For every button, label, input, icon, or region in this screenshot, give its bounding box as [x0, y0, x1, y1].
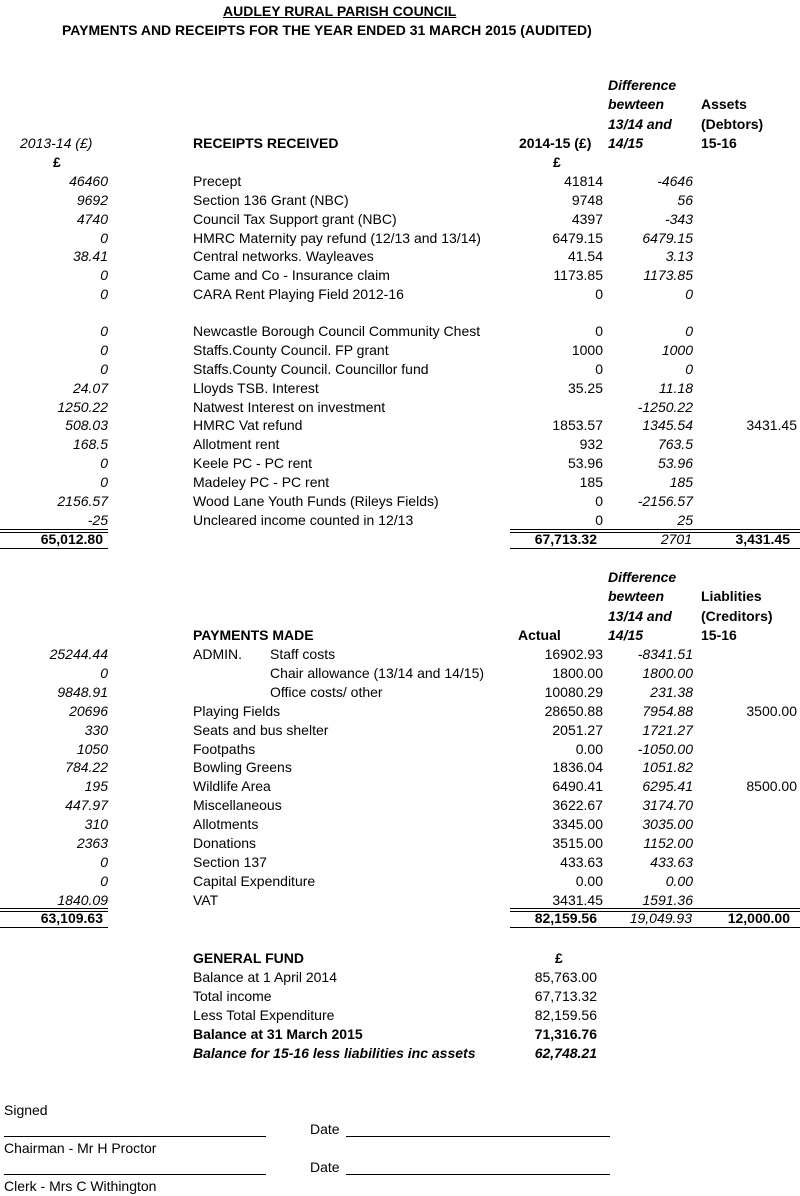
receipt-prev-value: 0: [100, 474, 108, 490]
receipts-total-bottom-rule-right: [510, 548, 800, 549]
receipt-diff-value: 185: [669, 474, 693, 490]
general-fund-value: 85,763.00: [534, 969, 597, 985]
date-line-1: [346, 1136, 610, 1137]
receipt-prev-value: 0: [100, 323, 108, 339]
receipt-label: Natwest Interest on investment: [193, 399, 386, 415]
receipts-assets-line: (Debtors): [701, 116, 764, 132]
receipts-total-bottom-rule-left: [0, 548, 108, 549]
receipts-diff-line: 14/15: [608, 135, 644, 151]
receipt-curr-value: 185: [579, 474, 603, 490]
receipt-label: Staffs.County Council. FP grant: [193, 342, 389, 358]
receipt-diff-value: 3.13: [665, 248, 693, 264]
receipt-label: Uncleared income counted in 12/13: [193, 512, 414, 528]
clerk-signature-line: [4, 1174, 266, 1175]
receipt-curr-value: 0: [595, 286, 603, 302]
payments-diff-line: 14/15: [608, 627, 644, 643]
receipts-total-assets: 3,431.45: [735, 531, 790, 547]
payment-diff-value: 1051.82: [642, 759, 693, 776]
receipt-prev-value: 38.41: [72, 248, 108, 264]
payment-label: Footpaths: [193, 740, 256, 757]
date-line-2: [346, 1174, 610, 1175]
receipt-label: Keele PC - PC rent: [193, 455, 313, 471]
date-label-1: Date: [310, 1121, 340, 1137]
signed-label: Signed: [4, 1102, 48, 1118]
receipt-diff-value: -343: [664, 211, 693, 227]
payment-sublabel: Staff costs: [270, 646, 336, 662]
payment-prev-value: 25244.44: [49, 646, 108, 662]
receipt-curr-value: 932: [579, 436, 603, 452]
receipt-curr-value: 41.54: [567, 248, 603, 264]
payment-prev-value: 0: [100, 872, 108, 889]
payment-actual-value: 0.00: [575, 872, 603, 889]
receipt-label: HMRC Vat refund: [193, 417, 303, 433]
receipt-prev-value: 4740: [76, 211, 108, 227]
receipt-prev-value: 2156.57: [57, 493, 108, 509]
receipt-label: Staffs.County Council. Councillor fund: [193, 361, 429, 377]
receipt-diff-value: 1345.54: [642, 417, 693, 433]
receipt-assets-value: 3431.45: [746, 417, 797, 433]
receipt-label: CARA Rent Playing Field 2012-16: [193, 286, 404, 302]
payment-sublabel: Chair allowance (13/14 and 14/15): [270, 664, 485, 681]
curr-unit: £: [553, 154, 561, 170]
payment-label: Section 137: [193, 853, 267, 870]
payment-label: Playing Fields: [193, 702, 281, 719]
payment-actual-value: 433.63: [560, 853, 603, 870]
receipts-assets-line: 15-16: [701, 135, 737, 151]
receipt-label: Allotment rent: [193, 436, 280, 452]
payment-liabilities-value: 3500.00: [746, 702, 797, 719]
receipt-prev-value: 9692: [76, 192, 108, 208]
receipt-label: Lloyds TSB. Interest: [193, 380, 319, 396]
payment-label: Bowling Greens: [193, 759, 292, 776]
general-fund-value: 82,159.56: [534, 1007, 597, 1023]
payment-label: Wildlife Area: [193, 778, 271, 795]
receipt-prev-value: 24.07: [72, 380, 108, 396]
payments-liabilities-line: (Creditors): [701, 608, 773, 624]
payment-actual-value: 1836.04: [552, 759, 603, 776]
payment-diff-value: 231.38: [650, 683, 693, 700]
payment-actual-value: 1800.00: [552, 664, 603, 681]
receipt-label: Newcastle Borough Council Community Chest: [193, 323, 481, 339]
general-fund-label: Total income: [193, 988, 272, 1004]
receipt-curr-value: 0: [595, 323, 603, 339]
receipt-prev-value: 0: [100, 230, 108, 246]
receipt-diff-value: 53.96: [657, 455, 693, 471]
payment-prev-value: 0: [100, 664, 108, 681]
col-header-curr-year: 2014-15 (£): [519, 135, 592, 151]
receipt-label: Central networks. Wayleaves: [193, 248, 374, 264]
receipt-prev-value: 0: [100, 361, 108, 377]
col-header-actual: Actual: [518, 627, 561, 643]
payment-sublabel: Office costs/ other: [270, 683, 383, 700]
receipt-prev-value: 508.03: [65, 417, 108, 433]
receipts-diff-line: 13/14 and: [608, 116, 672, 132]
receipt-label: Section 136 Grant (NBC): [193, 192, 349, 208]
payment-diff-value: -8341.51: [637, 646, 693, 662]
receipt-curr-value: 41814: [564, 173, 603, 189]
receipt-prev-value: 0: [100, 455, 108, 471]
receipt-label: Council Tax Support grant (NBC): [193, 211, 397, 227]
receipt-diff-value: 0: [685, 286, 693, 302]
receipt-curr-value: 9748: [571, 192, 603, 208]
receipts-diff-line: bewteen: [608, 96, 665, 112]
payment-actual-value: 16902.93: [544, 646, 603, 662]
payment-prev-value: 1840.09: [57, 891, 108, 908]
general-fund-value: 71,316.76: [534, 1026, 597, 1042]
receipt-diff-value: -2156.57: [637, 493, 693, 509]
receipt-label: Madeley PC - PC rent: [193, 474, 330, 490]
receipts-total-diff: 2701: [660, 531, 692, 547]
receipt-curr-value: 0: [595, 512, 603, 528]
payment-label: Capital Expenditure: [193, 872, 316, 889]
payment-label: Seats and bus shelter: [193, 721, 329, 738]
payment-prev-value: 9848.91: [57, 683, 108, 700]
receipt-diff-value: 0: [685, 361, 693, 377]
receipt-diff-value: 56: [677, 192, 693, 208]
receipts-total-prev: 65,012.80: [40, 531, 103, 547]
payment-diff-value: -1050.00: [637, 740, 693, 757]
receipt-diff-value: 1173.85: [643, 267, 693, 283]
payment-actual-value: 2051.27: [552, 721, 603, 738]
payment-diff-value: 6295.41: [642, 778, 693, 795]
council-name: AUDLEY RURAL PARISH COUNCIL: [223, 3, 457, 19]
payment-diff-value: 7954.88: [642, 702, 693, 719]
general-fund-heading: GENERAL FUND: [193, 950, 304, 966]
receipts-total-curr: 67,713.32: [534, 531, 597, 547]
receipt-prev-value: 168.5: [72, 436, 108, 452]
receipt-diff-value: 11.18: [659, 380, 693, 396]
chairman-signature-line: [4, 1136, 266, 1137]
receipt-curr-value: 4397: [571, 211, 603, 227]
receipt-curr-value: 0: [595, 493, 603, 509]
document-title: PAYMENTS AND RECEIPTS FOR THE YEAR ENDED 31 MARCH 2015 (AUDITED): [62, 22, 592, 38]
receipt-diff-value: 6479.15: [642, 230, 693, 246]
payment-diff-value: 3035.00: [642, 816, 693, 833]
receipt-diff-value: 1000: [661, 342, 693, 358]
payment-label: Miscellaneous: [193, 797, 282, 814]
payment-diff-value: 1152.00: [643, 835, 693, 851]
payment-actual-value: 6490.41: [552, 778, 603, 795]
general-fund-value: 67,713.32: [534, 988, 597, 1004]
payment-actual-value: 3345.00: [552, 816, 603, 833]
payment-label: Donations: [193, 835, 257, 851]
payment-diff-value: 433.63: [650, 853, 693, 870]
payment-prev-value: 20696: [69, 702, 108, 719]
receipt-label: Precept: [193, 173, 242, 189]
payment-label: Allotments: [193, 816, 259, 833]
prev-unit: £: [53, 154, 61, 170]
general-fund-label: Balance at 1 April 2014: [193, 969, 337, 985]
payment-prev-value: 0: [100, 853, 108, 870]
payment-prev-value: 1050: [76, 740, 108, 757]
date-label-2: Date: [310, 1159, 340, 1175]
payment-diff-value: 0.00: [665, 872, 693, 889]
payment-label: ADMIN.: [193, 646, 242, 662]
payment-actual-value: 3515.00: [552, 835, 603, 851]
receipt-diff-value: 763.5: [657, 436, 693, 452]
clerk-name: Clerk - Mrs C Withington: [4, 1178, 157, 1194]
general-fund-unit: £: [555, 950, 563, 966]
receipt-prev-value: 0: [100, 286, 108, 302]
receipt-diff-value: 0: [685, 323, 693, 339]
payment-actual-value: 28650.88: [544, 702, 603, 719]
payments-total-bottom-rule-left: [0, 927, 108, 928]
receipt-prev-value: 1250.22: [57, 399, 108, 415]
receipt-curr-value: 35.25: [567, 380, 603, 396]
payment-prev-value: 447.97: [65, 797, 108, 814]
chairman-name: Chairman - Mr H Proctor: [4, 1140, 157, 1156]
payment-prev-value: 2363: [76, 835, 108, 851]
payment-diff-value: 3174.70: [642, 797, 693, 814]
receipt-curr-value: 6479.15: [552, 230, 603, 246]
receipt-prev-value: 0: [100, 342, 108, 358]
receipt-curr-value: 1173.85: [553, 267, 603, 283]
payment-prev-value: 310: [84, 816, 108, 833]
payments-heading: PAYMENTS MADE: [193, 627, 314, 643]
payment-actual-value: 3622.67: [552, 797, 603, 814]
payment-label: VAT: [193, 891, 219, 908]
receipt-curr-value: 1000: [571, 342, 603, 358]
payments-diff-line: Difference: [608, 569, 677, 585]
general-fund-label: Balance for 15-16 less liabilities inc assets: [193, 1045, 476, 1061]
receipt-diff-value: -4646: [657, 173, 693, 189]
payment-actual-value: 10080.29: [544, 683, 603, 700]
payments-total-diff: 19,049.93: [629, 910, 692, 926]
receipt-curr-value: 0: [595, 361, 603, 377]
payments-diff-line: 13/14 and: [608, 608, 672, 624]
general-fund-value: 62,748.21: [534, 1045, 597, 1061]
payment-prev-value: 195: [84, 778, 108, 795]
general-fund-label: Balance at 31 March 2015: [193, 1026, 363, 1042]
receipt-label: HMRC Maternity pay refund (12/13 and 13/14): [193, 230, 481, 246]
general-fund-label: Less Total Expenditure: [193, 1007, 335, 1023]
col-header-prev-year: 2013-14 (£): [20, 135, 93, 151]
payment-liabilities-value: 8500.00: [746, 778, 797, 795]
receipt-prev-value: -25: [87, 512, 108, 528]
receipts-diff-line: Difference: [608, 77, 677, 93]
payments-total-bottom-rule-right: [510, 927, 800, 928]
receipt-label: Came and Co - Insurance claim: [193, 267, 390, 283]
receipt-label: Wood Lane Youth Funds (Rileys Fields): [193, 493, 439, 509]
payments-liabilities-line: Liablities: [701, 588, 762, 604]
payment-actual-value: 0.00: [575, 740, 603, 757]
payments-total-liabilities: 12,000.00: [727, 910, 790, 926]
payment-actual-value: 3431.45: [552, 891, 603, 908]
receipt-curr-value: 53.96: [567, 455, 603, 471]
payment-prev-value: 784.22: [65, 759, 108, 776]
payments-total-prev: 63,109.63: [40, 910, 103, 926]
payment-diff-value: 1800.00: [642, 664, 693, 681]
receipt-diff-value: 25: [677, 512, 693, 528]
receipt-diff-value: -1250.22: [637, 399, 693, 415]
receipt-curr-value: 1853.57: [552, 417, 603, 433]
receipt-prev-value: 46460: [69, 173, 108, 189]
receipt-prev-value: 0: [100, 267, 108, 283]
payments-total-curr: 82,159.56: [534, 910, 597, 926]
payment-diff-value: 1721.27: [642, 721, 693, 738]
payment-prev-value: 330: [84, 721, 108, 738]
payment-diff-value: 1591.36: [642, 891, 693, 908]
receipts-heading: RECEIPTS RECEIVED: [193, 135, 339, 151]
receipts-assets-line: Assets: [701, 96, 747, 112]
payments-diff-line: bewteen: [608, 588, 665, 604]
payments-liabilities-line: 15-16: [701, 627, 737, 643]
